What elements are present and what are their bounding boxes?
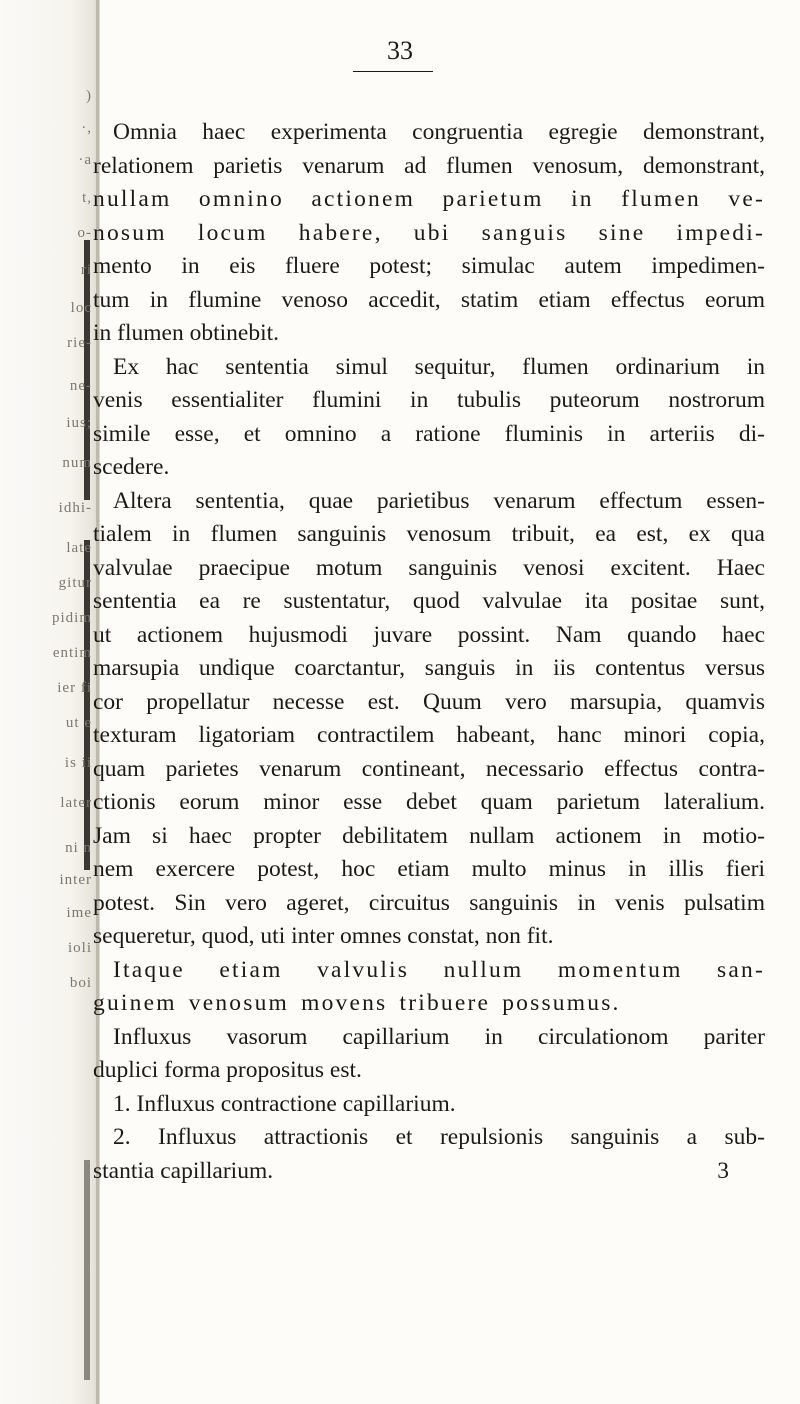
page-number-rule	[353, 71, 433, 72]
gutter-fragment: num	[62, 455, 92, 471]
text-line: Jam si haec propter debilitatem nullam actionem in motio-	[93, 822, 765, 849]
text-line: sententia ea re sustentatur, quod valvulae ita positae sunt,	[93, 588, 765, 614]
text-line: relationem parietis venarum ad flumen venosum, demonstrant,	[93, 152, 765, 179]
text-line: 1. Influxus contractione capillarium.	[113, 1090, 456, 1117]
signature-mark: 3	[717, 1157, 729, 1184]
gutter-fragment: idhi-	[58, 500, 92, 516]
text-line: tialem in flumen sanguinis venosum tribuit, ea est, ex qua	[93, 521, 765, 547]
text-line: marsupia undique coarctantur, sanguis in iis contentus versus	[93, 655, 765, 681]
paragraph	[93, 1088, 765, 1122]
text-line: ctionis eorum minor esse debet quam parietum lateralium.	[93, 789, 765, 815]
text-line: stantia capillarium.	[93, 1157, 274, 1184]
text-line: texturam ligatoriam contractilem habeant, hanc minori copia,	[93, 722, 765, 748]
text-line: 2. Influxus attractionis et repulsionis sanguinis a sub-	[113, 1124, 765, 1150]
gutter-fragment: ·,	[81, 120, 92, 136]
text-line: simile esse, et omnino a ratione fluminis in arteriis di-	[93, 420, 765, 447]
text-line: Influxus vasorum capillarium in circulationom pariter	[113, 1023, 765, 1050]
gutter-fragment: pidim	[51, 610, 92, 626]
text-line: nosum locum habere, ubi sanguis sine impedi-	[93, 219, 765, 246]
paragraph	[93, 351, 765, 485]
text-line: tum in flumine venoso accedit, statim etiam effectus eorum	[93, 286, 765, 313]
text-line: Omnia haec experimenta congruentia egregie demonstrant,	[113, 119, 765, 145]
paragraph	[93, 485, 765, 954]
gutter-fragment: ·a	[78, 152, 92, 168]
body-text	[93, 116, 765, 1188]
paragraph	[93, 1121, 765, 1155]
gutter-fragment: is ii	[64, 755, 92, 771]
gutter-fragment: entim	[52, 645, 92, 661]
text-line: mento in eis fluere potest; simulac autem impedimen-	[93, 253, 765, 279]
text-line: in flumen obtinebit.	[93, 320, 280, 346]
text-line: Itaque etiam valvulis nullum momentum san-	[113, 956, 765, 983]
text-line: ut actionem hujusmodi juvare possint. Nam quando haec	[93, 621, 765, 648]
gutter-fragment: )	[86, 88, 92, 104]
gutter-fragment: gitur	[58, 575, 92, 591]
gutter-fragment: later	[60, 795, 92, 811]
text-line: duplici forma propositus est.	[93, 1057, 362, 1083]
binding-bar	[84, 1160, 90, 1380]
gutter-fragment: inter	[59, 872, 92, 888]
gutter-fragment: ne-	[69, 378, 92, 394]
paragraph	[93, 116, 765, 351]
text-line: Ex hac sententia simul sequitur, flumen ordinarium in	[113, 353, 765, 380]
text-line: venis essentialiter flumini in tubulis puteorum nostrorum	[93, 387, 765, 413]
gutter-fragment: ioli	[67, 940, 92, 956]
text-line: valvulae praecipue motum sanguinis venosi excitent. Haec	[93, 554, 765, 581]
gutter-fragment: loc	[70, 300, 92, 316]
gutter-fragment: ius;	[66, 415, 92, 431]
page-number: 33	[387, 36, 413, 65]
gutter-fragment: ime	[66, 905, 92, 921]
final-line	[93, 1155, 765, 1189]
gutter-fragment: t,	[82, 190, 92, 206]
text-line: nem exercere potest, hoc etiam multo minus in illis fieri	[93, 856, 765, 882]
gutter-fragment: ier fi	[57, 680, 92, 696]
gutter-fragment: rie-	[67, 335, 92, 351]
gutter-fragment: o-	[77, 225, 92, 241]
paragraph	[93, 954, 765, 1021]
text-line: sequeretur, quod, uti inter omnes constat, non fit.	[93, 923, 554, 949]
text-line: potest. Sin vero ageret, circuitus sanguinis in venis pulsatim	[93, 889, 765, 916]
paragraph	[93, 1021, 765, 1088]
gutter-fragment: ut e	[65, 715, 92, 731]
text-line: cor propellatur necesse est. Quum vero marsupia, quamvis	[93, 688, 765, 715]
text-line: guinem venosum movens tribuere possumus.	[93, 990, 621, 1016]
gutter-fragment: ni n	[65, 840, 92, 856]
text-line: quam parietes venarum contineant, necessario effectus contra-	[93, 755, 765, 782]
text-line: nullam omnino actionem parietum in flumen ve-	[93, 186, 765, 212]
gutter-fragment: ri	[80, 262, 92, 278]
gutter-fragment: late	[66, 540, 92, 556]
text-line: Altera sententia, quae parietibus venarum effectum essen-	[113, 487, 765, 514]
text-line: scedere.	[93, 454, 170, 480]
gutter-fragment: boi	[69, 975, 92, 991]
